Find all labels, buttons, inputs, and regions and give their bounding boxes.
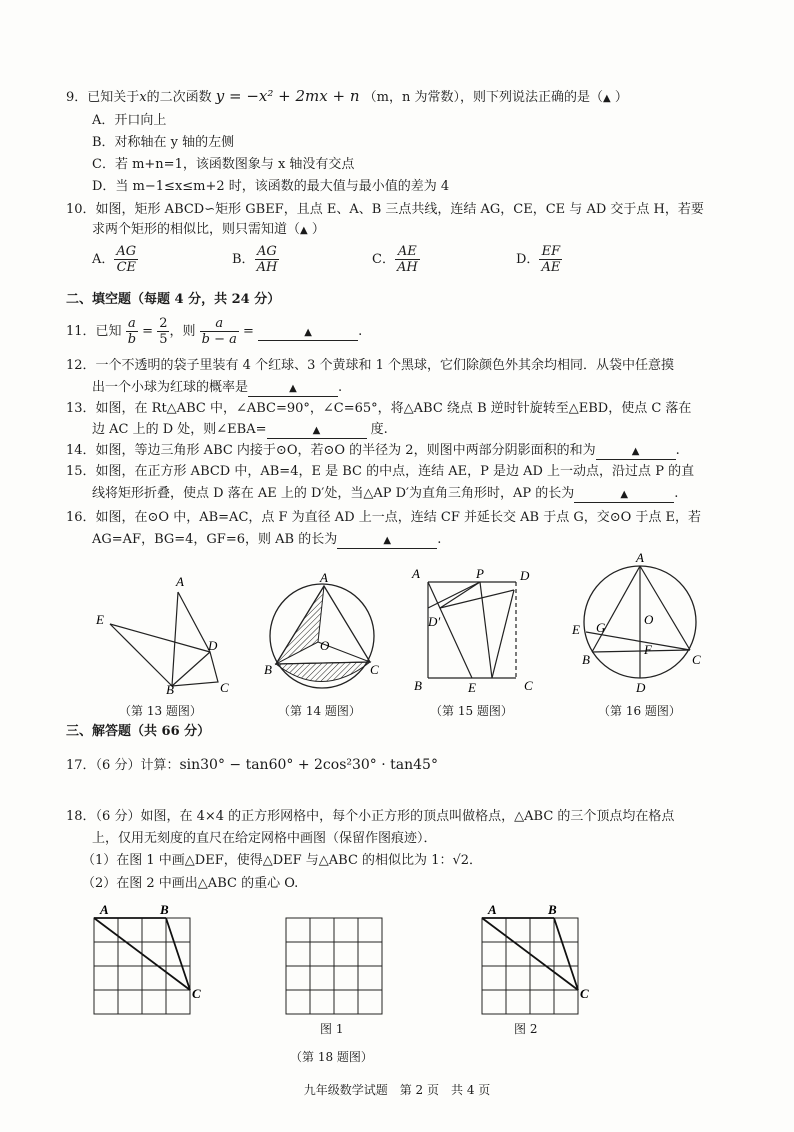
q9-stem: 9．已知关于x的二次函数 y = −x² + 2mx + n （m，n 为常数），则下列说法正确的是（▲ ）	[66, 87, 628, 105]
grid-figure1-label: 图 1	[320, 1022, 344, 1036]
grid2-label-b: B	[548, 902, 557, 917]
q17-expression: sin30° − tan60° + 2cos²30° · tan45°	[179, 757, 438, 773]
grid2-label-a: A	[488, 902, 497, 917]
q12-line2: 出一个小球为红球的概率是 ▲ .	[92, 380, 343, 395]
q11: 11．已知 $\frac{a}{b}$ = $\frac{2}{5}$ ，则 $\frac{a}{b - a}$ = ▲ .	[66, 316, 363, 347]
q11-answer-blank[interactable]: ▲	[258, 325, 358, 341]
q9-option-a: A．开口向上	[92, 113, 167, 128]
fig16-label-c: C	[692, 652, 701, 667]
q14-answer-blank[interactable]: ▲	[596, 444, 676, 460]
fig14-caption: （第 14 题图）	[278, 704, 361, 718]
q17: 17．（6 分）计算：sin30° − tan60° + 2cos²30° · tan45°	[66, 757, 438, 773]
q18-line2: 上，仅用无刻度的直尺在给定网格中画图（保留作图痕迹）．	[92, 831, 437, 846]
page-footer: 九年级数学试题 第 2 页 共 4 页	[303, 1083, 491, 1097]
q9-option-d: D．当 m−1≤x≤m+2 时，该函数的最大值与最小值的差为 4	[92, 179, 450, 194]
q10-option-a: A． $\frac{AG}{CE}$	[92, 244, 137, 275]
section-solutions-title: 三、解答题（共 66 分）	[66, 724, 211, 739]
fig16-label-f: F	[644, 642, 652, 657]
figure-15	[404, 566, 544, 696]
q10-option-c: C． $\frac{AE}{AH}$	[372, 244, 418, 275]
fig13-label-a: A	[176, 574, 184, 589]
grid2-label-c: C	[580, 986, 589, 1001]
fig15-label-e: E	[468, 680, 476, 695]
grid-figure2-label: 图 2	[514, 1022, 538, 1036]
answer-marker: ▲	[300, 225, 308, 236]
fig15-label-d: D	[520, 568, 530, 583]
q16-line2: AG=AF，BG=4，GF=6，则 AB 的长为 ▲ .	[92, 532, 442, 547]
fig15-label-b: B	[414, 678, 422, 693]
fig14-label-o: O	[320, 638, 330, 653]
q15-line2: 线将矩形折叠，使点 D 落在 AE 上的 D′处，当△AP D′为直角三角形时，AP 的长为 ▲ .	[92, 486, 679, 501]
q15-line1: 15．如图，在正方形 ABCD 中，AB=4，E 是 BC 的中点，连结 AE，P 是边 AD 上一动点，沿过点 P 的直	[66, 464, 695, 479]
q9-option-c: C．若 m+n=1，该函数图象与 x 轴没有交点	[92, 157, 355, 172]
fig16-label-g: G	[596, 620, 606, 635]
fig13-label-d: D	[208, 638, 218, 653]
q16-answer-blank[interactable]: ▲	[337, 533, 437, 549]
q18-grid-figure1	[278, 902, 388, 1022]
q13-answer-blank[interactable]: ▲	[267, 423, 367, 439]
q10-line2: 求两个矩形的相似比，则只需知道（▲ ）	[92, 222, 325, 237]
q10-option-d: D． $\frac{EF}{AE}$	[516, 244, 561, 275]
fig15-label-dprime: D′	[428, 614, 441, 629]
q12-line1: 12．一个不透明的袋子里装有 4 个红球、3 个黄球和 1 个黑球，它们除颜色外其余均相同．从袋中任意摸	[66, 358, 675, 373]
fig13-label-c: C	[220, 680, 229, 695]
q15-answer-blank[interactable]: ▲	[574, 487, 674, 503]
section-fill-in-title: 二、填空题（每题 4 分，共 24 分）	[66, 292, 281, 307]
q18-grid-original	[86, 902, 206, 1022]
fig13-caption: （第 13 题图）	[119, 704, 202, 718]
q18-grid-figure2	[474, 902, 594, 1022]
q14: 14．如图，等边三角形 ABC 内接于⊙O，若⊙O 的半径为 2，则图中两部分阴影面积的和为 ▲ .	[66, 443, 680, 458]
fig16-label-o: O	[644, 612, 654, 627]
q10-option-b: B． $\frac{AG}{AH}$	[232, 244, 278, 275]
q12-answer-blank[interactable]: ▲	[248, 381, 338, 397]
fig14-label-b: B	[264, 662, 272, 677]
q16-line1: 16．如图，在⊙O 中，AB=AC，点 F 为直径 AD 上一点，连结 CF 并延长交 AB 于点 G，交⊙O 于点 E，若	[66, 510, 702, 525]
q13-line2: 边 AC 上的 D 处，则∠EBA= ▲ 度.	[92, 422, 388, 437]
fig16-label-a: A	[636, 552, 644, 565]
q10-line1: 10．如图，矩形 ABCD∽矩形 GBEF，且点 E、A、B 三点共线，连结 AG，CE，CE 与 AD 交于点 H，若要	[66, 202, 704, 217]
fig15-caption: （第 15 题图）	[430, 704, 513, 718]
fig13-label-e: E	[96, 612, 104, 627]
fig16-label-b: B	[582, 652, 590, 667]
answer-marker: ▲	[602, 93, 611, 104]
q9-formula: y = −x² + 2mx + n	[215, 87, 360, 105]
q18-sub1: （1）在图 1 中画△DEF，使得△DEF 与△ABC 的相似比为 1：√2．	[82, 853, 483, 868]
fig15-label-p: P	[476, 566, 484, 581]
grid-label-c: C	[192, 986, 201, 1001]
fig15-label-c: C	[524, 678, 533, 693]
q18-line1: 18．（6 分）如图，在 4×4 的正方形网格中，每个小正方形的顶点叫做格点，△ABC 的三个顶点均在格点	[66, 809, 675, 824]
fig14-label-a: A	[320, 570, 328, 585]
fig16-caption: （第 16 题图）	[598, 704, 681, 718]
q13-line1: 13．如图，在 Rt△ABC 中，∠ABC=90°，∠C=65°，将△ABC 绕点 B 逆时针旋转至△EBD，使点 C 落在	[66, 401, 692, 416]
fig16-label-d: D	[636, 680, 646, 695]
figure-14	[262, 570, 382, 700]
fig14-label-c: C	[370, 662, 379, 677]
figure-13	[90, 568, 240, 698]
fig16-label-e: E	[572, 622, 580, 637]
q18-sub2: （2）在图 2 中画出△ABC 的重心 O.	[82, 876, 299, 891]
figure-16	[566, 552, 716, 697]
q9-option-b: B．对称轴在 y 轴的左侧	[92, 135, 235, 150]
fig18-caption: （第 18 题图）	[290, 1050, 373, 1064]
fig15-label-a: A	[412, 566, 420, 581]
grid-label-b: B	[160, 902, 169, 917]
fig13-label-b: B	[166, 682, 174, 697]
grid-label-a: A	[100, 902, 109, 917]
